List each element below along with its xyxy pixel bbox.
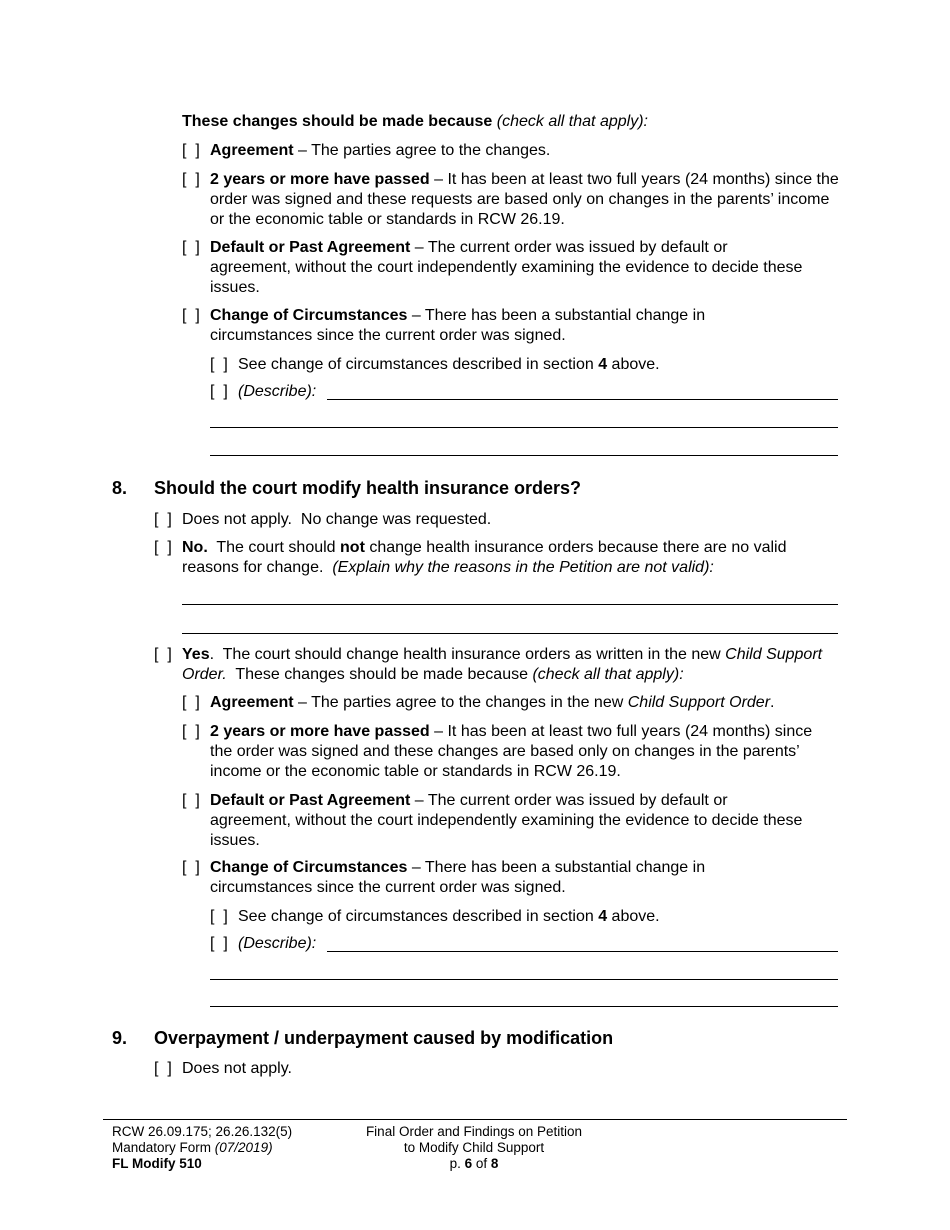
option-title: Change of Circumstances — [210, 859, 408, 876]
see-text-after: above. — [607, 908, 660, 925]
checkbox-two-years[interactable]: [ ] — [182, 171, 200, 188]
checkbox-yes[interactable]: [ ] — [154, 646, 172, 663]
option-title: 2 years or more have passed — [210, 723, 430, 740]
option-change-circumstances — [210, 306, 755, 346]
footer-mandatory-date: (07/2019) — [214, 1140, 273, 1155]
describe-label: (Describe): — [238, 383, 317, 400]
describe-label: (Describe): — [238, 935, 317, 952]
describe-line[interactable] — [210, 979, 838, 980]
checkbox-see-section[interactable]: [ ] — [210, 908, 228, 925]
describe-line[interactable] — [210, 1006, 838, 1007]
see-text-after: above. — [607, 356, 660, 373]
option-change-circumstances — [210, 858, 755, 898]
option-dash: – — [429, 171, 448, 188]
option-agreement — [210, 693, 850, 713]
option-dash: – — [410, 239, 428, 256]
option-text: The parties agree to the changes. — [311, 142, 551, 159]
option-title: Default or Past Agreement — [210, 239, 411, 256]
reasons-intro-italic: (check all that apply): — [496, 113, 648, 130]
yes-text-b: These changes should be made because — [226, 666, 533, 683]
not-apply-text: Does not apply. No change was requested. — [182, 511, 492, 528]
see-section-ref: 4 — [598, 908, 608, 925]
checkbox-see-section[interactable]: [ ] — [210, 356, 228, 373]
explain-line[interactable] — [182, 604, 838, 605]
reasons-intro — [182, 112, 648, 132]
option-dash: – — [407, 307, 425, 324]
no-label: No. — [182, 539, 208, 556]
option-default — [210, 238, 810, 298]
no-text-b: change health insurance orders because there are no valid reasons for change. — [182, 539, 791, 576]
page-total: 8 — [490, 1156, 499, 1171]
option-title: 2 years or more have passed — [210, 171, 430, 188]
option-two-years — [210, 170, 842, 230]
see-section-text — [238, 907, 838, 927]
checkbox-agreement[interactable]: [ ] — [182, 142, 200, 159]
option-dash: – — [429, 723, 448, 740]
checkbox-default[interactable]: [ ] — [182, 239, 200, 256]
see-text-before: See change of circumstances described in section — [238, 356, 599, 373]
footer-page — [344, 1156, 604, 1172]
see-section-text — [238, 355, 838, 375]
checkbox-default[interactable]: [ ] — [182, 792, 200, 809]
footer-form-id: FL Modify 510 — [112, 1156, 202, 1171]
checkbox-agreement[interactable]: [ ] — [182, 694, 200, 711]
no-option-text — [182, 538, 842, 578]
option-dash: – — [407, 859, 425, 876]
option-text: It has been at least two full years (24 months) since the order was signed and these requests are based only on changes in the parents’ income or the economic table or standards in RCW 26.19. — [210, 171, 839, 228]
section-number: 8. — [112, 478, 128, 498]
option-default — [210, 791, 810, 851]
option-dash: – — [293, 694, 312, 711]
footer-center — [344, 1124, 604, 1172]
footer-title-line1: Final Order and Findings on Petition — [365, 1124, 583, 1139]
checkbox-not-apply[interactable]: [ ] — [154, 511, 172, 528]
section-number: 9. — [112, 1028, 128, 1048]
explain-line[interactable] — [182, 633, 838, 634]
option-text: The current order was issued by default or agreement, without the court independently examining the evidence to decide these issues. — [210, 239, 803, 296]
option-two-years — [210, 722, 825, 782]
see-text-before: See change of circumstances described in section — [238, 908, 599, 925]
checkbox-change-circumstances[interactable]: [ ] — [182, 307, 200, 324]
page-number: 6 — [464, 1156, 473, 1171]
yes-option-text — [182, 645, 827, 685]
no-not-word: not — [340, 539, 365, 556]
yes-text-a: . The court should change health insurance orders as written in the new — [209, 646, 726, 663]
option-italic-tail: Child Support Order — [627, 694, 771, 711]
option-text: There has been a substantial change in circumstances since the current order was signed. — [210, 859, 706, 896]
checkbox-describe[interactable]: [ ] — [210, 935, 228, 952]
footer-mandatory — [112, 1140, 292, 1156]
option-dash: – — [410, 792, 428, 809]
no-explain: (Explain why the reasons in the Petition are not valid): — [332, 559, 714, 576]
not-apply-text: Does not apply. — [182, 1060, 292, 1077]
checkbox-two-years[interactable]: [ ] — [182, 723, 200, 740]
footer-left — [112, 1124, 292, 1172]
yes-order-name: Child Support Order. — [182, 646, 827, 683]
option-dash: – — [293, 142, 312, 159]
page-prefix: p. — [449, 1156, 465, 1171]
reasons-intro-bold: These changes should be made because — [182, 113, 493, 130]
describe-line[interactable] — [210, 455, 838, 456]
option-text: The parties agree to the changes in the new — [311, 694, 628, 711]
checkbox-not-apply[interactable]: [ ] — [154, 1060, 172, 1077]
option-title: Change of Circumstances — [210, 307, 408, 324]
footer-mandatory-label: Mandatory Form — [112, 1140, 215, 1155]
footer-rule — [103, 1119, 847, 1120]
option-text: The current order was issued by default or agreement, without the court independently examining the evidence to decide these issues. — [210, 792, 803, 849]
see-section-ref: 4 — [598, 356, 608, 373]
option-title: Default or Past Agreement — [210, 792, 411, 809]
yes-check-all: (check all that apply): — [532, 666, 684, 683]
option-agreement — [210, 141, 840, 161]
section-title: Should the court modify health insurance orders? — [154, 478, 582, 498]
footer-rcw: RCW 26.09.175; 26.26.132(5) — [112, 1124, 293, 1139]
describe-line[interactable] — [210, 427, 838, 428]
option-text: It has been at least two full years (24 months) since the order was signed and these changes are based only on changes in the parents’ income or the economic table or standards in RCW 26.19. — [210, 723, 813, 780]
option-tail: . — [770, 694, 775, 711]
option-title: Agreement — [210, 694, 294, 711]
checkbox-no[interactable]: [ ] — [154, 539, 172, 556]
describe-line[interactable] — [327, 399, 838, 400]
option-text: There has been a substantial change in circumstances since the current order was signed. — [210, 307, 706, 344]
no-text-a: The court should — [207, 539, 341, 556]
describe-line[interactable] — [327, 951, 838, 952]
option-title: Agreement — [210, 142, 294, 159]
yes-label: Yes — [182, 646, 210, 663]
page-of: of — [472, 1156, 491, 1171]
checkbox-change-circumstances[interactable]: [ ] — [182, 859, 200, 876]
checkbox-describe[interactable]: [ ] — [210, 383, 228, 400]
section-title: Overpayment / underpayment caused by modification — [154, 1028, 614, 1048]
footer-title-line2: to Modify Child Support — [403, 1140, 545, 1155]
